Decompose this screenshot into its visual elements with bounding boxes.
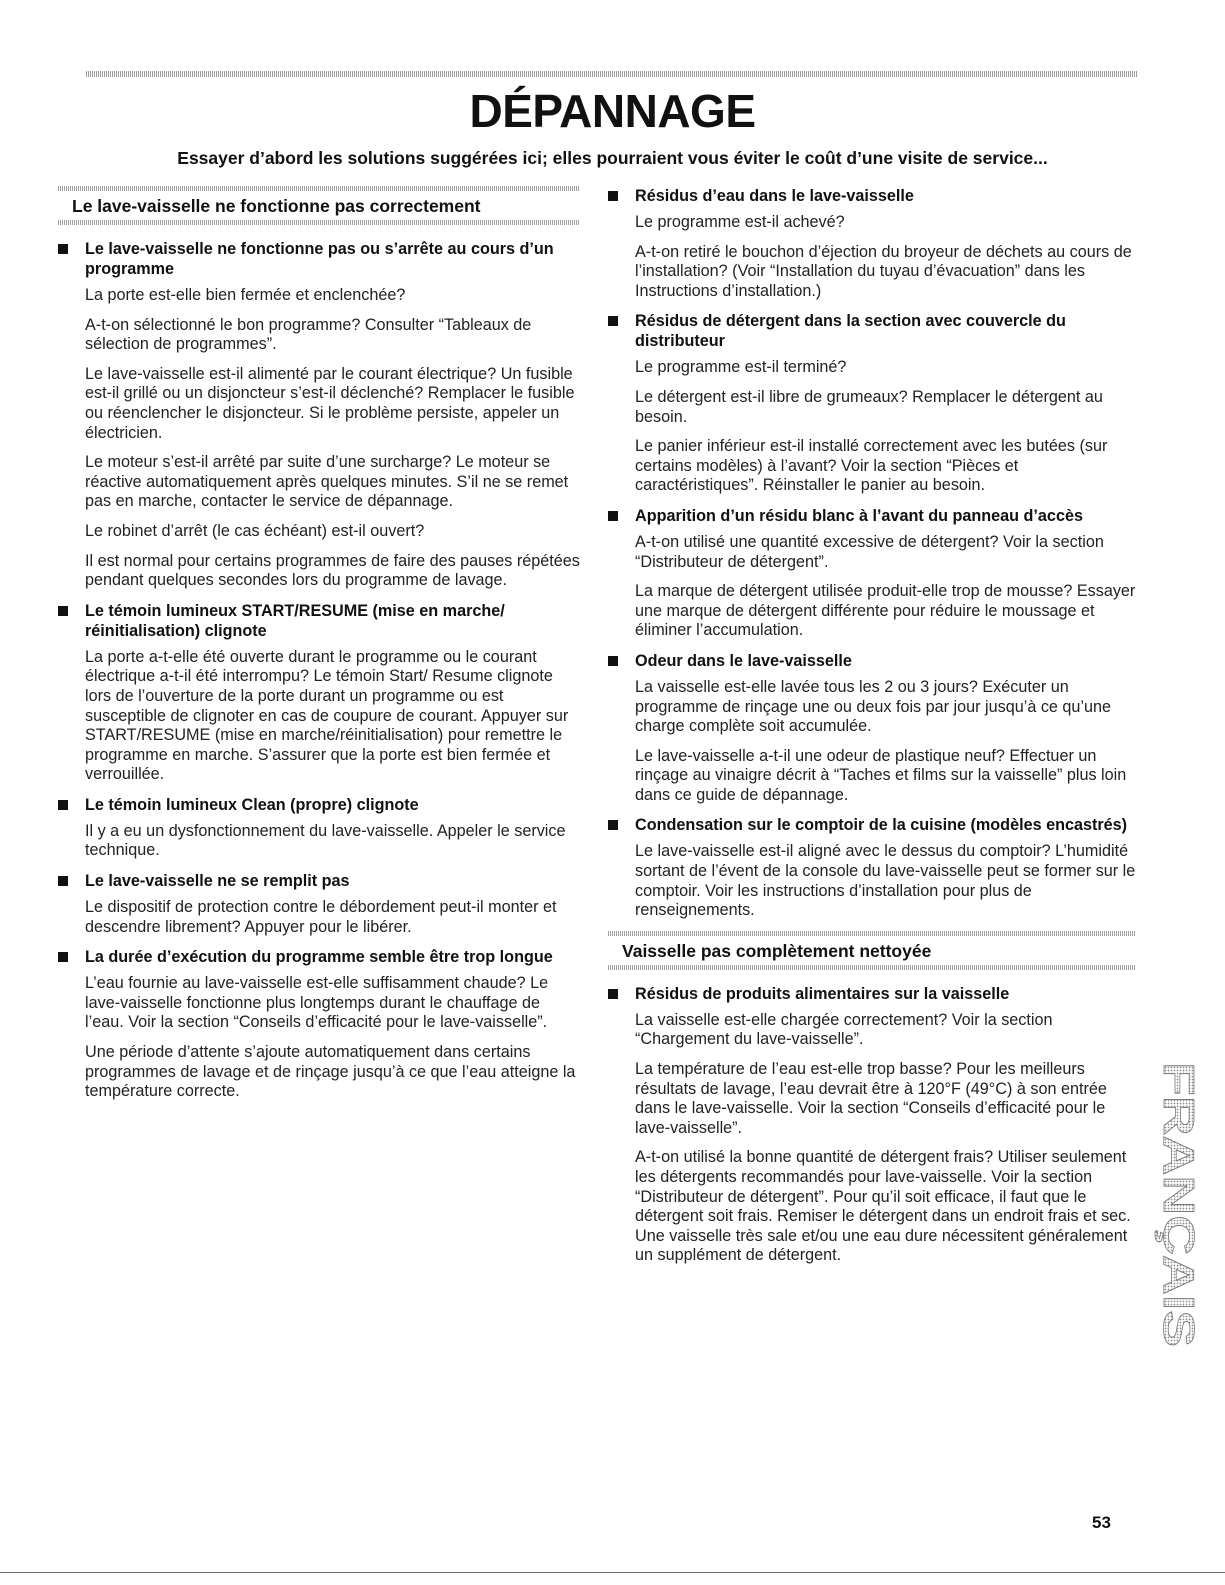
item-text: A-t-on sélectionné le bon programme? Consulter “Tableaux de sélection de programmes”. — [85, 315, 532, 354]
item-title: Résidus d’eau dans le lave-vaisselle — [635, 187, 914, 205]
item-text: Le programme est-il achevé? — [635, 213, 845, 231]
item-text: Il y a eu un dysfonctionnement du lave-vaisselle. Appeler le service technique. — [85, 821, 566, 860]
troubleshoot-item — [608, 311, 1136, 496]
item-text: Le moteur s’est-il arrêté par suite d’une surcharge? Le moteur se réactive automatiquement après quelques minutes. S’il ne se remet pas en marche, contacter le service de dépannage. — [85, 453, 569, 511]
item-text: Le dispositif de protection contre le débordement peut-il monter et descendre librement? Appuyer pour le libérer. — [85, 898, 557, 936]
item-text: A-t-on utilisé une quantité excessive de détergent? Voir la section “Distributeur de détergent”. — [635, 532, 1104, 571]
item-text: Le lave-vaisselle a-t-il une odeur de plastique neuf? Effectuer un rinçage au vinaigre décrit à “Taches et films sur la vaisselle” plus loin dans ce guide de dépannage. — [635, 746, 1127, 804]
item-text: Le programme est-il terminé? — [635, 358, 847, 377]
bottom-rule — [0, 1572, 1225, 1573]
item-text: La vaisselle est-elle chargée correctement? Voir la section “Chargement du lave-vaisselle”. — [635, 1010, 1053, 1049]
section-title: Vaisselle pas complètement nettoyée — [622, 940, 932, 961]
page-number: 53 — [1092, 1513, 1111, 1532]
troubleshoot-item — [58, 795, 580, 861]
item-title: La durée d’exécution du programme semble être trop longue — [85, 948, 553, 967]
bullet-icon — [58, 800, 68, 810]
item-title: Le témoin lumineux START/RESUME (mise en marche/ réinitialisation) clignote — [85, 601, 505, 640]
item-text: Une période d’attente s’ajoute automatiquement dans certains programmes de lavage et de rinçage jusqu’à ce que l’eau atteigne la température correcte. — [85, 1043, 576, 1101]
bullet-icon — [608, 511, 618, 521]
item-text: La porte a-t-elle été ouverte durant le programme ou le courant électrique a-t-il été interrompu? Le témoin Start/ Resume clignote lors de l’ouverture de la porte durant un programme ou est susceptible de clignoter en cas de coupure de courant. Appuyer sur START/RESUME (mise en marche/réinitialisation) pour remettre le programme en marche. S’assurer que la porte est bien fermée et verrouillée. — [85, 647, 569, 784]
item-title: Le lave-vaisselle ne fonctionne pas ou s’arrête au cours d’un programme — [85, 240, 554, 278]
item-title: Résidus de détergent dans la section avec couvercle du distributeur — [635, 312, 1066, 351]
troubleshoot-item — [608, 815, 1136, 920]
item-title: Le témoin lumineux Clean (propre) clignote — [85, 795, 419, 814]
troubleshoot-item — [58, 947, 580, 1102]
section-title: Le lave-vaisselle ne fonctionne pas correctement — [72, 196, 481, 216]
item-text: L’eau fournie au lave-vaisselle est-elle suffisamment chaude? Le lave-vaisselle fonctionne plus longtemps durant le chauffage de l’eau. Voir la section “Conseils d’efficacité pour le lave-vaisselle”. — [85, 974, 549, 1032]
bullet-icon — [58, 606, 68, 616]
bullet-icon — [608, 191, 618, 201]
item-text: Le panier inférieur est-il installé correctement avec les butées (sur certains modèles) à l’avant? Voir la section “Pièces et caractéristiques”. Réinstaller le panier au besoin. — [635, 437, 1108, 495]
bullet-icon — [58, 876, 68, 886]
left-column — [58, 186, 580, 1112]
item-title: Le lave-vaisselle ne se remplit pas — [85, 872, 350, 891]
section-header — [58, 186, 580, 225]
troubleshoot-item — [608, 984, 1136, 1266]
bullet-icon — [608, 820, 618, 830]
page-subtitle: Essayer d’abord les solutions suggérées ici; elles pourraient vous éviter le coût d’une visite de service... — [177, 148, 1048, 168]
right-column — [608, 186, 1136, 1276]
troubleshoot-item — [58, 871, 580, 937]
item-title: Résidus de produits alimentaires sur la vaisselle — [635, 984, 1010, 1003]
section-header — [608, 931, 1136, 970]
top-rule — [86, 71, 1138, 77]
page-title: DÉPANNAGE — [469, 85, 756, 137]
troubleshoot-item — [608, 506, 1136, 641]
bullet-icon — [608, 656, 618, 666]
troubleshoot-item — [58, 239, 580, 591]
item-text: A-t-on utilisé la bonne quantité de détergent frais? Utiliser seulement les détergents recommandés pour lave-vaisselle. Voir la section “Distributeur de détergent”. Pour qu’il soit efficace, il faut que le détergent soit frais. Remiser le détergent dans un endroit frais et sec. Une vaisselle très sale et/ou une eau dure nécessitent généralement un supplément de détergent. — [635, 1148, 1131, 1265]
item-text: Il est normal pour certains programmes de faire des pauses répétées pendant quelques secondes lors du programme de lavage. — [85, 551, 580, 590]
item-text: La marque de détergent utilisée produit-elle trop de mousse? Essayer une marque de détergent différente pour réduire le moussage et éliminer l’accumulation. — [635, 582, 1136, 640]
item-title: Condensation sur le comptoir de la cuisine (modèles encastrés) — [635, 816, 1128, 835]
bullet-icon — [608, 989, 618, 999]
bullet-icon — [58, 952, 68, 962]
side-tab-label: FRANÇAIS — [1154, 1062, 1203, 1290]
item-text: La vaisselle est-elle lavée tous les 2 ou 3 jours? Exécuter un programme de rinçage une ou deux fois par jour jusqu’à ce qu’une charge complète soit accumulée. — [635, 677, 1112, 736]
item-text: La température de l’eau est-elle trop basse? Pour les meilleurs résultats de lavage, l’eau devrait être à 120°F (49°C) à son entrée dans le lave-vaisselle. Voir la section “Conseils d’efficacité pour le lave-vaisselle”. — [635, 1060, 1107, 1137]
item-text: Le lave-vaisselle est-il aligné avec le dessus du comptoir? L’humidité sortant de l’évent de la console du lave-vaisselle peut se former sur le comptoir. Voir les instructions d’installation pour plus de renseignements. — [635, 842, 1136, 920]
item-text: La porte est-elle bien fermée et enclenchée? — [85, 286, 406, 304]
troubleshoot-item — [58, 601, 580, 785]
item-text: A-t-on retiré le bouchon d’éjection du broyeur de déchets au cours de l’installation? (Voir “Installation du tuyau d’évacuation” dans les Instructions d’installation.) — [635, 242, 1132, 300]
item-title: Apparition d’un résidu blanc à l’avant du panneau d’accès — [635, 506, 1083, 525]
item-text: Le robinet d’arrêt (le cas échéant) est-il ouvert? — [85, 521, 425, 540]
item-title: Odeur dans le lave-vaisselle — [635, 651, 852, 670]
language-side-tab — [1152, 1060, 1203, 1350]
bullet-icon — [608, 316, 618, 326]
bullet-icon — [58, 244, 68, 254]
item-text: Le détergent est-il libre de grumeaux? Remplacer le détergent au besoin. — [635, 387, 1103, 426]
troubleshoot-item — [608, 186, 1136, 301]
troubleshoot-item — [608, 651, 1136, 806]
item-text: Le lave-vaisselle est-il alimenté par le courant électrique? Un fusible est-il grillé ou un disjoncteur s’est-il déclenché? Remplacer le fusible ou réenclencher le disjoncteur. Si le problème persiste, appeler un électricien. — [85, 364, 575, 442]
